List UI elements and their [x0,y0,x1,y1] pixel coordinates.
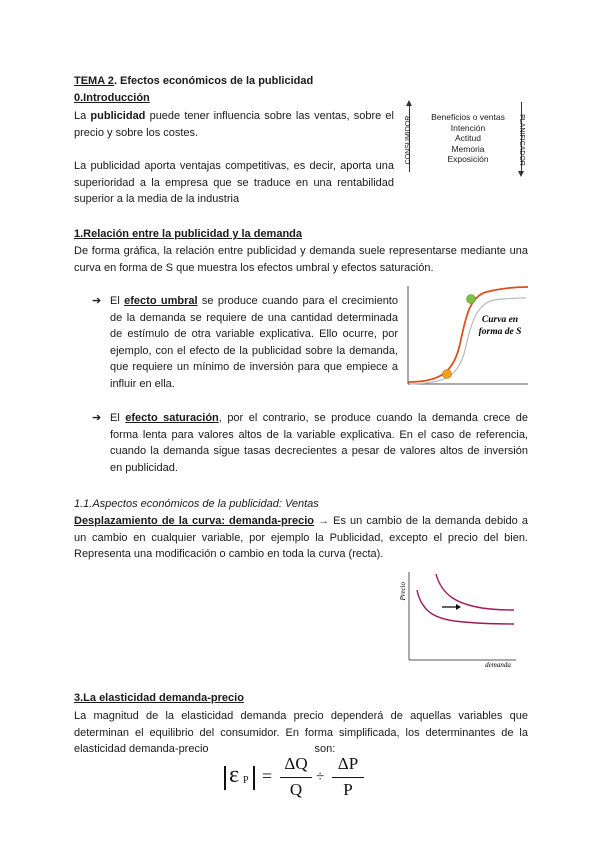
bullet1-pre: El [110,295,125,307]
page-title [74,73,313,90]
section11-subheading: Desplazamiento de la curva: demanda-precio [74,515,315,527]
formula-den2: P [343,780,353,799]
section3-paragraph [74,708,528,758]
abs-bar-right [253,766,255,790]
title-prefix: TEMA 2 [74,75,114,87]
demand-shift-chart [400,568,518,668]
s-curve-chart [404,284,530,390]
section11-paragraph [74,513,528,563]
elasticity-formula [224,752,384,802]
section1-intro: De forma gráfica, la relación entre publicidad y demanda suele representarse mediante una curva en forma de S que muestra los efectos umbral y efectos saturación. [74,245,528,274]
consumer-axis [404,100,416,178]
demand-curve-shifted [436,574,514,610]
hierarchy-item: Actitud [455,133,481,143]
s-curve-label-line1: Curva en [481,315,519,325]
hierarchy-item: Beneficios o ventas [431,112,505,122]
bullet2-pre: El [110,412,126,424]
bullet2-post: , por el contrario, se produce cuando la demanda crece de forma lenta para valores altos de la variable explicativa. En el caso de referencia, cuando la demanda sigue tasas decrecientes a pesar de valores altos de inversión en publicidad. [110,412,528,474]
formula-num2: ΔP [337,754,359,773]
bullet2-term: efecto saturación [125,412,219,424]
intro-paragraph-2: La publicidad aporta ventajas competitivas, es decir, aporta una superioridad a la empresa que se traduce en una rentabilidad superior a la media de la industria [74,160,394,205]
threshold-point [443,370,452,379]
section3-heading: 3.La elasticidad demanda-precio [74,692,244,704]
hierarchy-item: Intención [450,122,486,133]
hierarchy-diagram [404,100,530,180]
hierarchy-item: Exposición [447,154,489,164]
consumer-label: CONSUMIDOR [405,115,412,165]
abs-bar-left [224,766,226,790]
section1-heading: 1.Relación entre la publicidad y la demanda [74,228,303,240]
demand-curve-initial [417,590,514,624]
shift-arrow-icon [456,604,461,610]
intro-p1-post: puede tener influencia sobre las ventas, sobre el precio y sobre los costes. [74,110,394,139]
intro-p1-bold: publicidad [90,110,146,122]
section3-text: La magnitud de la elasticidad demanda precio dependerá de aquellas variables que determinan el equilibrio del consumidor. En forma simplificada, los determinantes de la elasticidad demanda-precio [74,710,528,755]
right-arrow-icon: → [314,515,334,527]
formula-den1: Q [289,780,303,799]
hierarchy-list [422,112,514,165]
planner-label: PLANIFICADOR [518,114,525,166]
section11-heading: 1.1.Aspectos económicos de la publicidad: Ventas [74,498,319,510]
equals-sign: = [262,766,273,786]
hierarchy-item: Memoria [451,143,485,154]
epsilon-symbol: ε [229,762,240,788]
saturation-point [467,295,476,304]
bullet-saturation-effect [110,410,528,476]
demand-chart-ylabel: Precio [399,582,407,601]
intro-p1-pre: La [74,110,91,122]
intro-heading: 0.Introducción [74,92,150,104]
bullet-threshold-effect [110,293,398,392]
section11-text: Es un cambio de la demanda debido a un cambio en cualquier variable, por ejemplo la Publicidad, excepto el precio del bien. Representa una modificación o cambio en toda la curva (recta). [74,515,528,560]
fraction-bar-2 [332,777,364,778]
planner-axis [516,100,528,178]
division-sign: ÷ [316,769,325,785]
intro-paragraph-1 [74,108,394,141]
bullet1-term: efecto umbral [124,295,198,307]
s-curve-label-line2: forma de S [478,327,522,337]
bullet-arrow-icon: ➔ [92,412,102,424]
epsilon-subscript: P [243,775,249,786]
bullet-arrow-icon: ➔ [92,295,102,307]
fraction-bar-1 [280,777,312,778]
bullet1-post: se produce cuando para el crecimiento de la demanda se requiere de una cantidad determinada de estímulo de otra variable explicativa. Ello ocurre, por ejemplo, con el efecto de la publicidad sobre la demanda, que requiere un mínimo de inversión para que empiece a influir en ella. [110,295,398,390]
demand-chart-xlabel: demanda [485,661,511,669]
formula-num1: ΔQ [284,754,308,773]
section3-text-end: son: [314,743,336,755]
title-rest: . Efectos económicos de la publicidad [113,75,314,87]
